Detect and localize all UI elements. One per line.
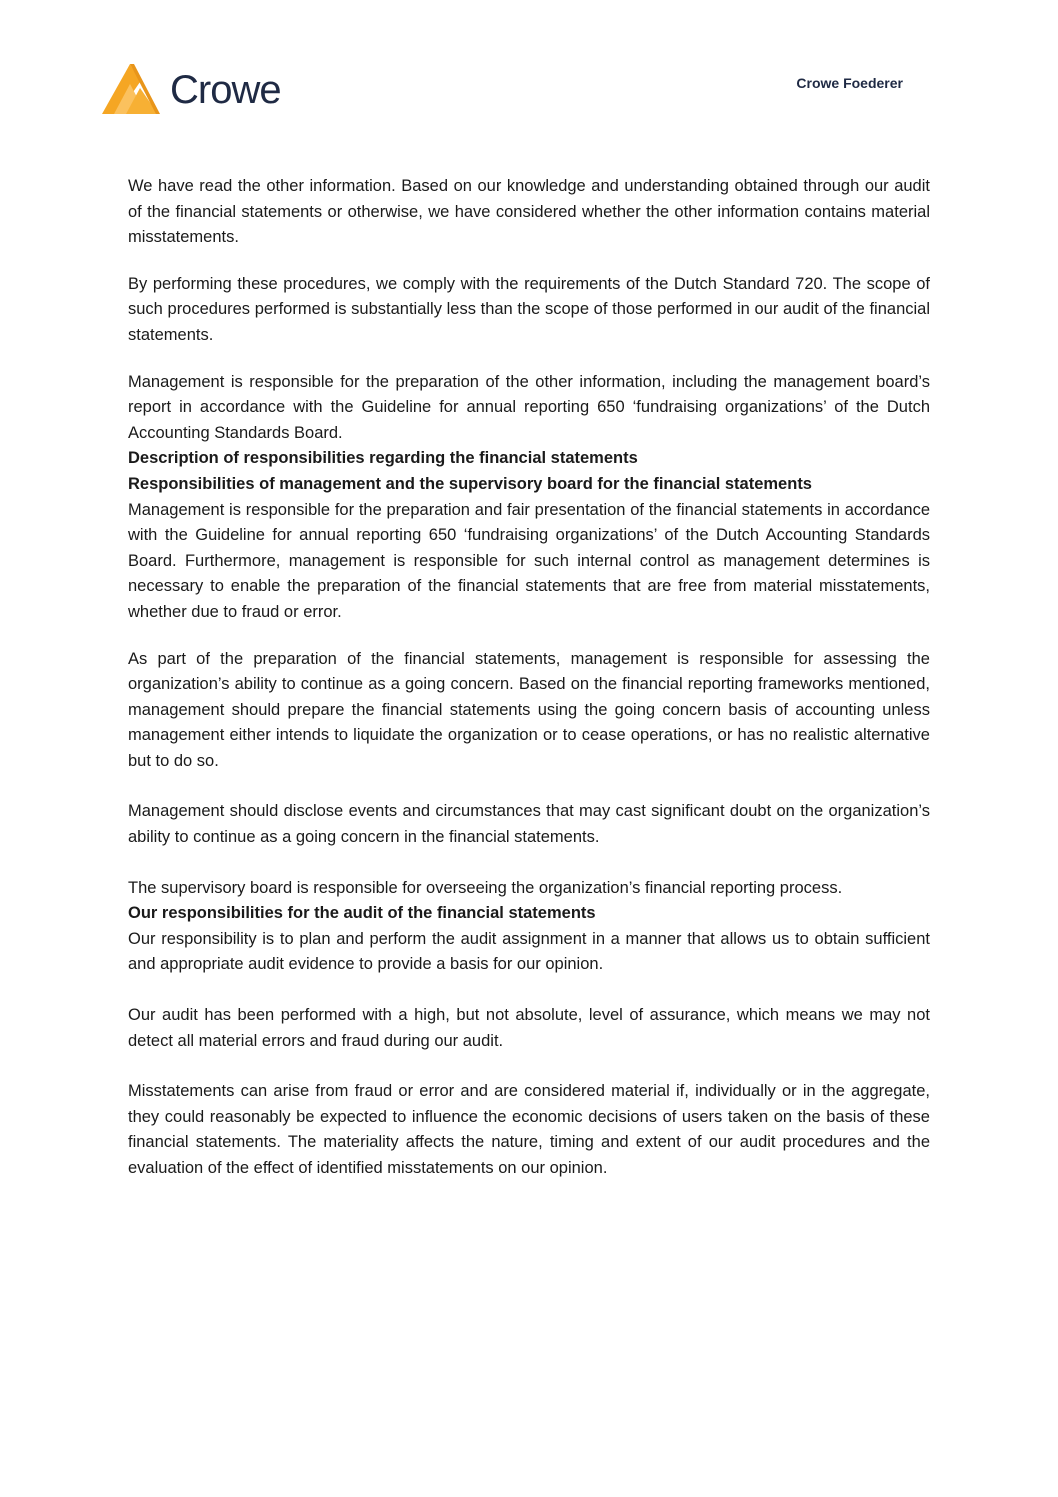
crowe-chevron-icon (100, 62, 162, 118)
document-body (128, 174, 930, 1182)
paragraph: Management is responsible for the preparation and fair presentation of the financial statements in accordance with the Guideline for annual reporting 650 ‘fundraising organizations’ of the Dutch Accounting Standards Board. Furthermore, management is responsible for such internal control as management determines is necessary to enable the preparation of the financial statements that are free from material misstatements, whether due to fraud or error. (128, 500, 930, 621)
section-heading: Description of responsibilities regarding the financial statements (128, 449, 638, 468)
subsection-heading: Responsibilities of management and the supervisory board for the financial statements (128, 474, 812, 493)
paragraph: Management is responsible for the preparation of the other information, including the management board’s report in accordance with the Guideline for annual reporting 650 ‘fundraising organizations’ of the Dutch Accounting Standards Board. (128, 372, 930, 442)
paragraph: Misstatements can arise from fraud or error and are considered material if, individually or in the aggregate, they could reasonably be expected to influence the economic decisions of users taken on the basis of these financial statements. The materiality affects the nature, timing and extent of our audit procedures and the evaluation of the effect of identified misstatements on our opinion. (128, 1082, 930, 1177)
subsection-heading: Our responsibilities for the audit of the financial statements (128, 904, 596, 923)
logo-wordmark: Crowe (170, 68, 281, 112)
paragraph: By performing these procedures, we comply with the requirements of the Dutch Standard 720. The scope of such procedures performed is substantially less than the scope of those performed in our audit of the financial statements. (128, 274, 930, 344)
firm-name: Crowe Foederer (796, 75, 903, 91)
paragraph: Our audit has been performed with a high, but not absolute, level of assurance, which means we may not detect all material errors and fraud during our audit. (128, 1006, 930, 1050)
paragraph: We have read the other information. Based on our knowledge and understanding obtained through our audit of the financial statements or otherwise, we have considered whether the other information contains material misstatements. (128, 177, 930, 247)
paragraph: As part of the preparation of the financial statements, management is responsible for assessing the organization’s ability to continue as a going concern. Based on the financial reporting frameworks mentioned, management should prepare the financial statements using the going concern basis of accounting unless management either intends to liquidate the organization or to cease operations, or has no realistic alternative but to do so. (128, 649, 930, 770)
paragraph: The supervisory board is responsible for overseeing the organization’s financial reporting process. (128, 878, 843, 897)
paragraph: Management should disclose events and circumstances that may cast significant doubt on the organization’s ability to continue as a going concern in the financial statements. (128, 802, 930, 847)
paragraph: Our responsibility is to plan and perform the audit assignment in a manner that allows us to obtain sufficient and appropriate audit evidence to provide a basis for our opinion. (128, 929, 930, 974)
crowe-logo (100, 62, 290, 118)
